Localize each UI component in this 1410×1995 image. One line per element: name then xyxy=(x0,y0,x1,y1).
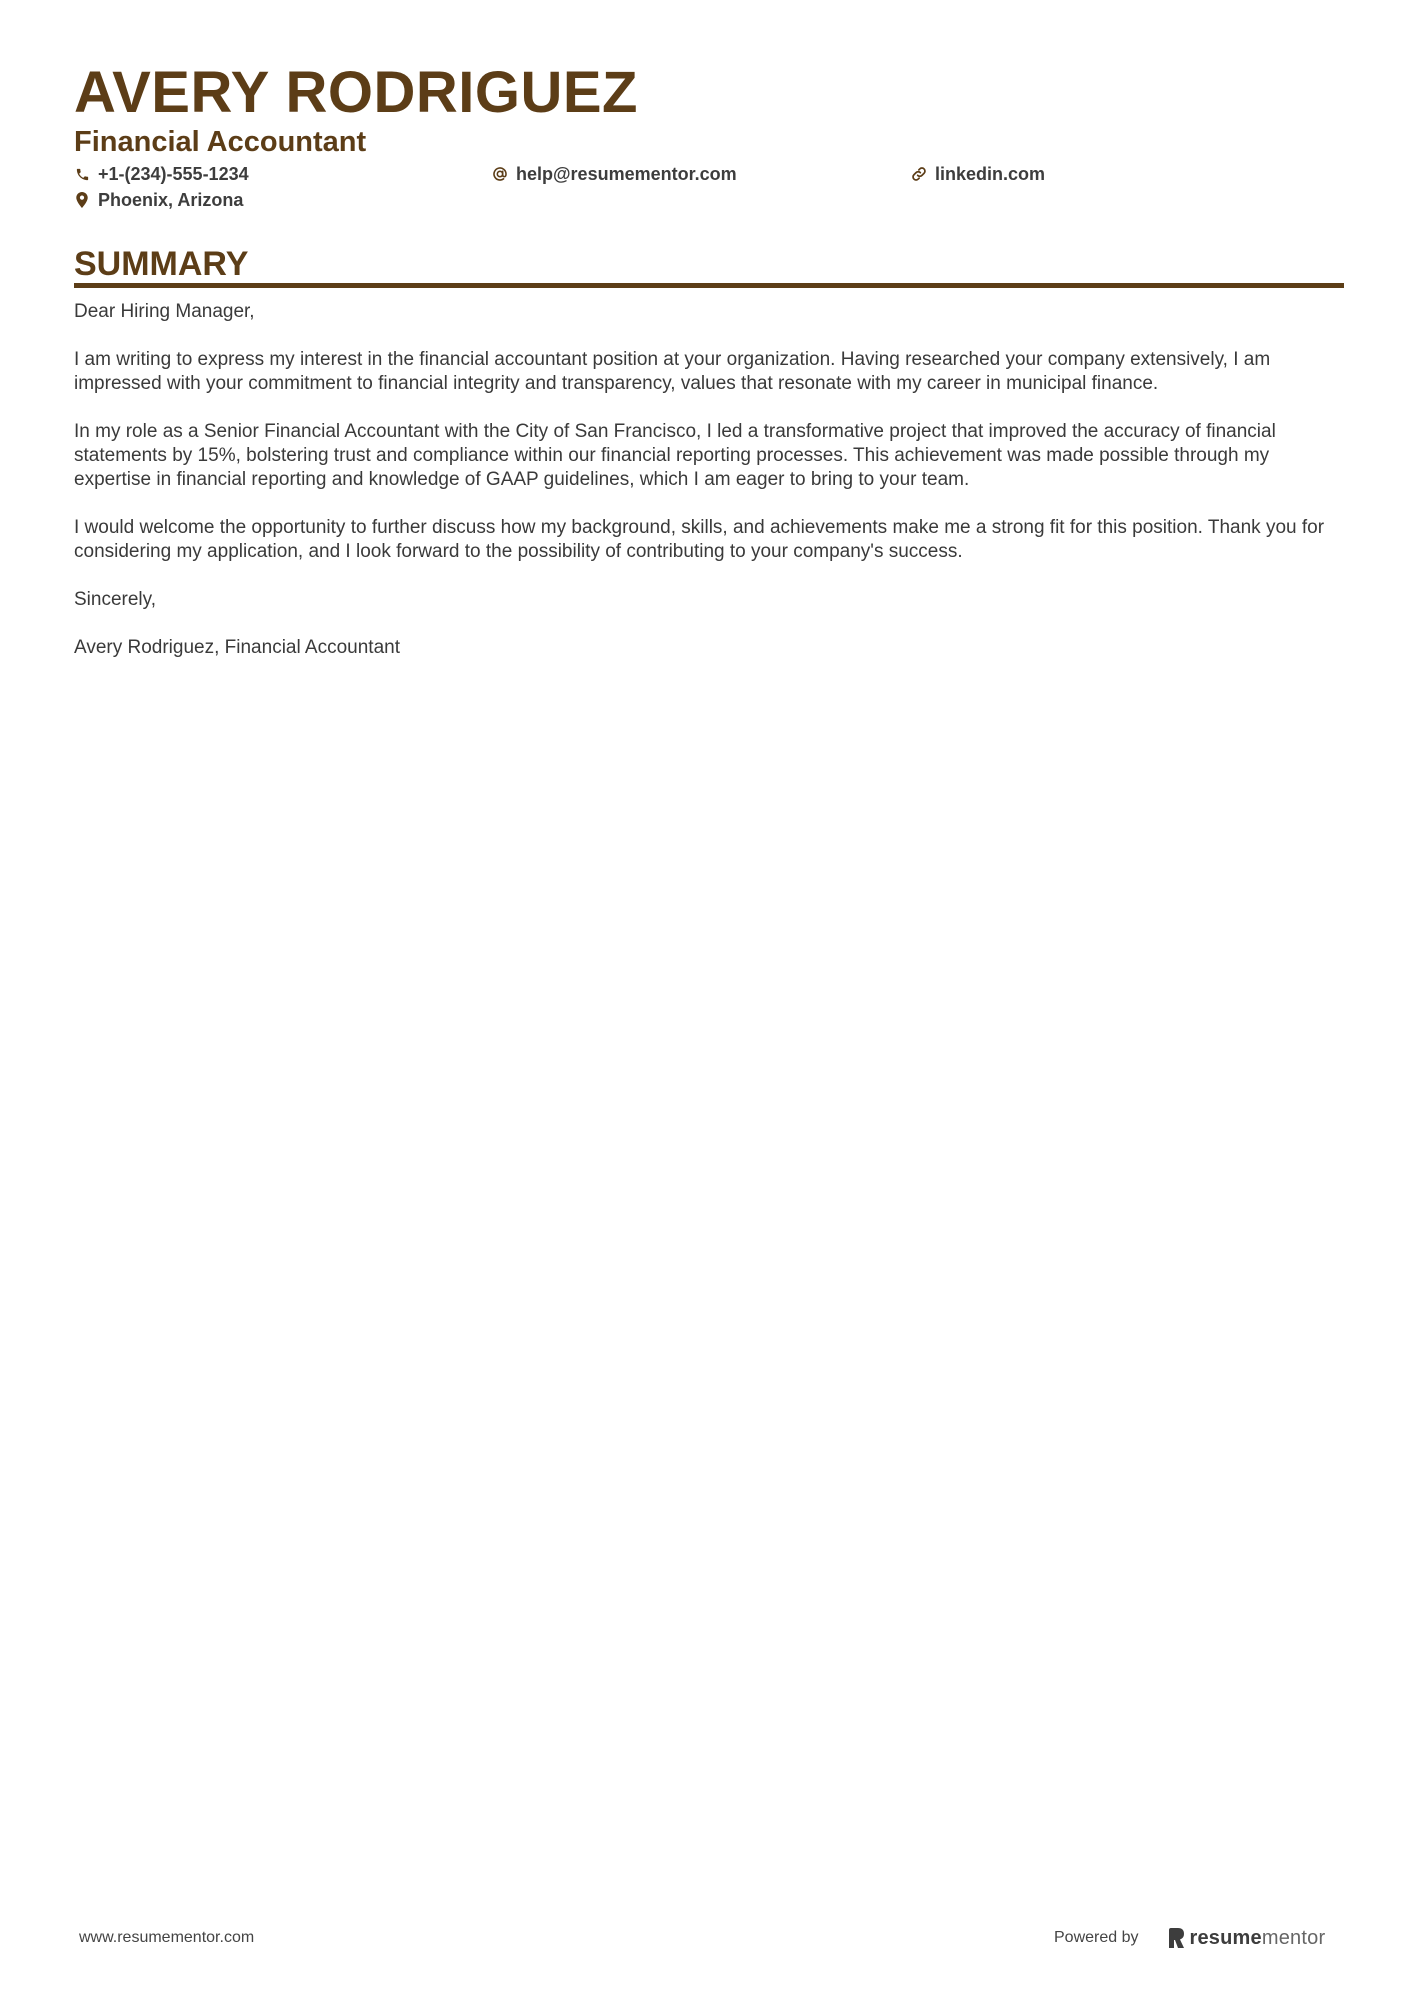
resume-page xyxy=(74,0,1344,1995)
resumementor-logo[interactable] xyxy=(1169,1927,1326,1950)
phone-icon xyxy=(74,166,90,182)
letter-paragraph: In my role as a Senior Financial Accountant with the City of San Francisco, I led a transformative project that improved the accuracy of financial statements by 15%, bolstering trust and compliance within our financial reporting processes. This achievement was made possible through my expertise in financial reporting and knowledge of GAAP guidelines, which I am eager to bring to your team. xyxy=(74,421,1276,490)
letter-signature: Avery Rodriguez, Financial Accountant xyxy=(74,637,400,658)
brand-wordmark-light: mentor xyxy=(1261,1926,1326,1949)
candidate-name: AVERY RODRIGUEZ xyxy=(74,60,638,125)
contact-phone xyxy=(74,162,249,186)
letter-salutation: Dear Hiring Manager, xyxy=(74,301,255,322)
summary-heading: SUMMARY xyxy=(74,245,249,283)
job-title: Financial Accountant xyxy=(74,126,367,158)
letter-paragraph: I would welcome the opportunity to further discuss how my background, skills, and achievements make me a strong fit for this position. Thank you for considering my application, and I look forward to the possibility of contributing to your company's success. xyxy=(74,517,1325,562)
letter-closing: Sincerely, xyxy=(74,589,157,610)
brand-wordmark-bold: resume xyxy=(1189,1926,1262,1949)
contact-link xyxy=(911,162,1045,186)
letter-paragraph: I am writing to express my interest in the financial accountant position at your organization. Having researched your company extensively, I am impressed with your commitment to financial integrity and transparency, values that resonate with my career in municipal finance. xyxy=(74,349,1271,394)
contact-location xyxy=(74,188,243,212)
location-pin-icon xyxy=(74,192,90,208)
powered-by-text: Powered by xyxy=(1054,1929,1139,1946)
resumementor-logo-icon xyxy=(1169,1928,1185,1948)
link-text: linkedin.com xyxy=(935,163,1046,184)
cover-letter-body xyxy=(74,300,1344,684)
section-divider xyxy=(74,283,1344,288)
contact-email xyxy=(492,162,737,186)
location-text: Phoenix, Arizona xyxy=(98,189,244,210)
footer-brand xyxy=(1054,1924,1325,1952)
at-icon xyxy=(492,166,508,182)
link-icon xyxy=(911,166,927,182)
phone-text: +1-(234)-555-1234 xyxy=(98,163,249,184)
footer-website[interactable]: www.resumementor.com xyxy=(79,1929,255,1946)
email-text: help@resumementor.com xyxy=(516,163,737,184)
brand-wordmark xyxy=(1190,1927,1326,1950)
